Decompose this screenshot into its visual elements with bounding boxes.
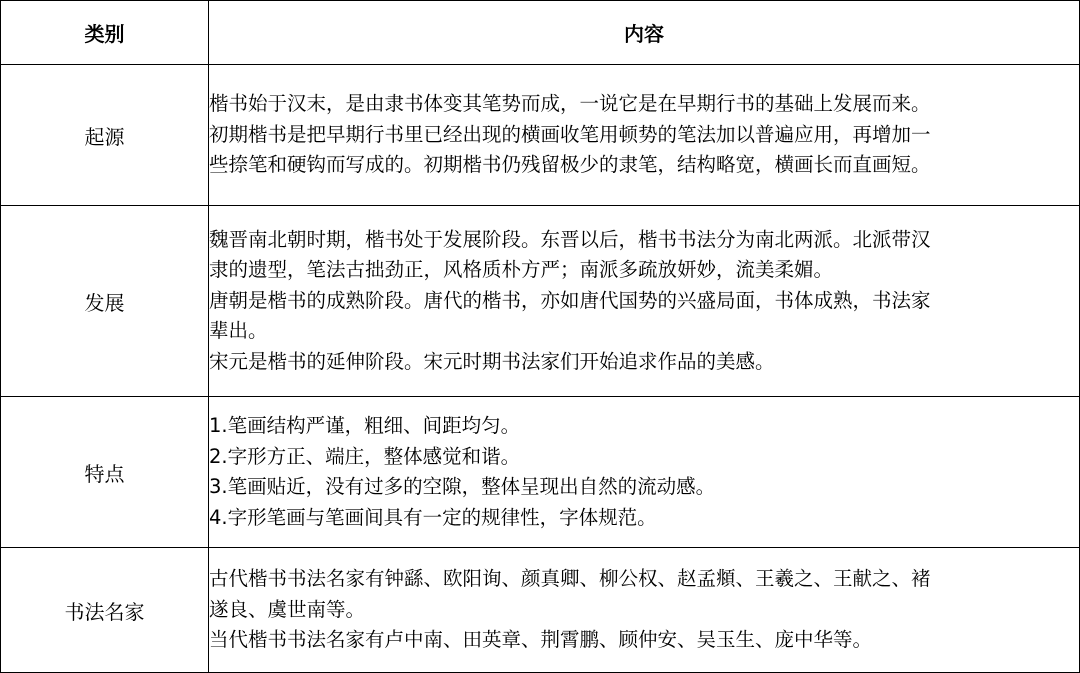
content-line: 宋元是楷书的延伸阶段。宋元时期书法家们开始追求作品的美感。: [209, 349, 775, 373]
table-row-development: [1, 206, 1080, 397]
content-line: 1.笔画结构严谨，粗细、间距均匀。: [209, 414, 521, 437]
content-cell: [209, 206, 1080, 397]
content-cell: [209, 65, 1080, 206]
content-line: 隶的遗型，笔法古拙劲正，风格质朴方严；南派多疏放妍妙，流美柔媚。: [209, 258, 834, 282]
table-row-masters: [1, 548, 1080, 673]
content-line: 初期楷书是把早期行书里已经出现的横画收笔用顿势的笔法加以普遍应用，再增加一: [209, 122, 931, 146]
content-line: 3.笔画贴近，没有过多的空隙，整体呈现出自然的流动感。: [209, 475, 716, 498]
category-cell: 特点: [1, 397, 209, 548]
header-category: 类别: [1, 1, 209, 65]
category-cell: 书法名家: [1, 548, 209, 673]
content-cell: [209, 397, 1080, 548]
content-cell: [209, 548, 1080, 673]
content-line: 遂良、虞世南等。: [209, 597, 366, 621]
table-row-features: [1, 397, 1080, 548]
content-line: 古代楷书书法名家有钟繇、欧阳询、颜真卿、柳公权、赵孟頫、王羲之、王献之、褚: [209, 567, 931, 591]
content-line: 楷书始于汉末，是由隶书体变其笔势而成，一说它是在早期行书的基础上发展而来。: [209, 92, 931, 116]
content-line: 魏晋南北朝时期，楷书处于发展阶段。东晋以后，楷书书法分为南北两派。北派带汉: [209, 227, 931, 251]
header-content: 内容: [209, 1, 1080, 65]
content-line: 辈出。: [209, 319, 268, 343]
content-line: 4.字形笔画与笔画间具有一定的规律性，字体规范。: [209, 505, 657, 529]
content-line: 些捺笔和硬钩而写成的。初期楷书仍残留极少的隶笔，结构略宽，横画长而直画短。: [209, 153, 931, 177]
category-cell: 发展: [1, 206, 209, 397]
content-line: 唐朝是楷书的成熟阶段。唐代的楷书，亦如唐代国势的兴盛局面，书体成熟，书法家: [209, 288, 931, 312]
table-row-origin: [1, 65, 1080, 206]
table-header-row: [1, 1, 1080, 65]
content-line: 2.字形方正、端庄，整体感觉和谐。: [209, 444, 521, 468]
content-line: 当代楷书书法名家有卢中南、田英章、荆霄鹏、顾仲安、吴玉生、庞中华等。: [209, 628, 873, 652]
category-cell: 起源: [1, 65, 209, 206]
